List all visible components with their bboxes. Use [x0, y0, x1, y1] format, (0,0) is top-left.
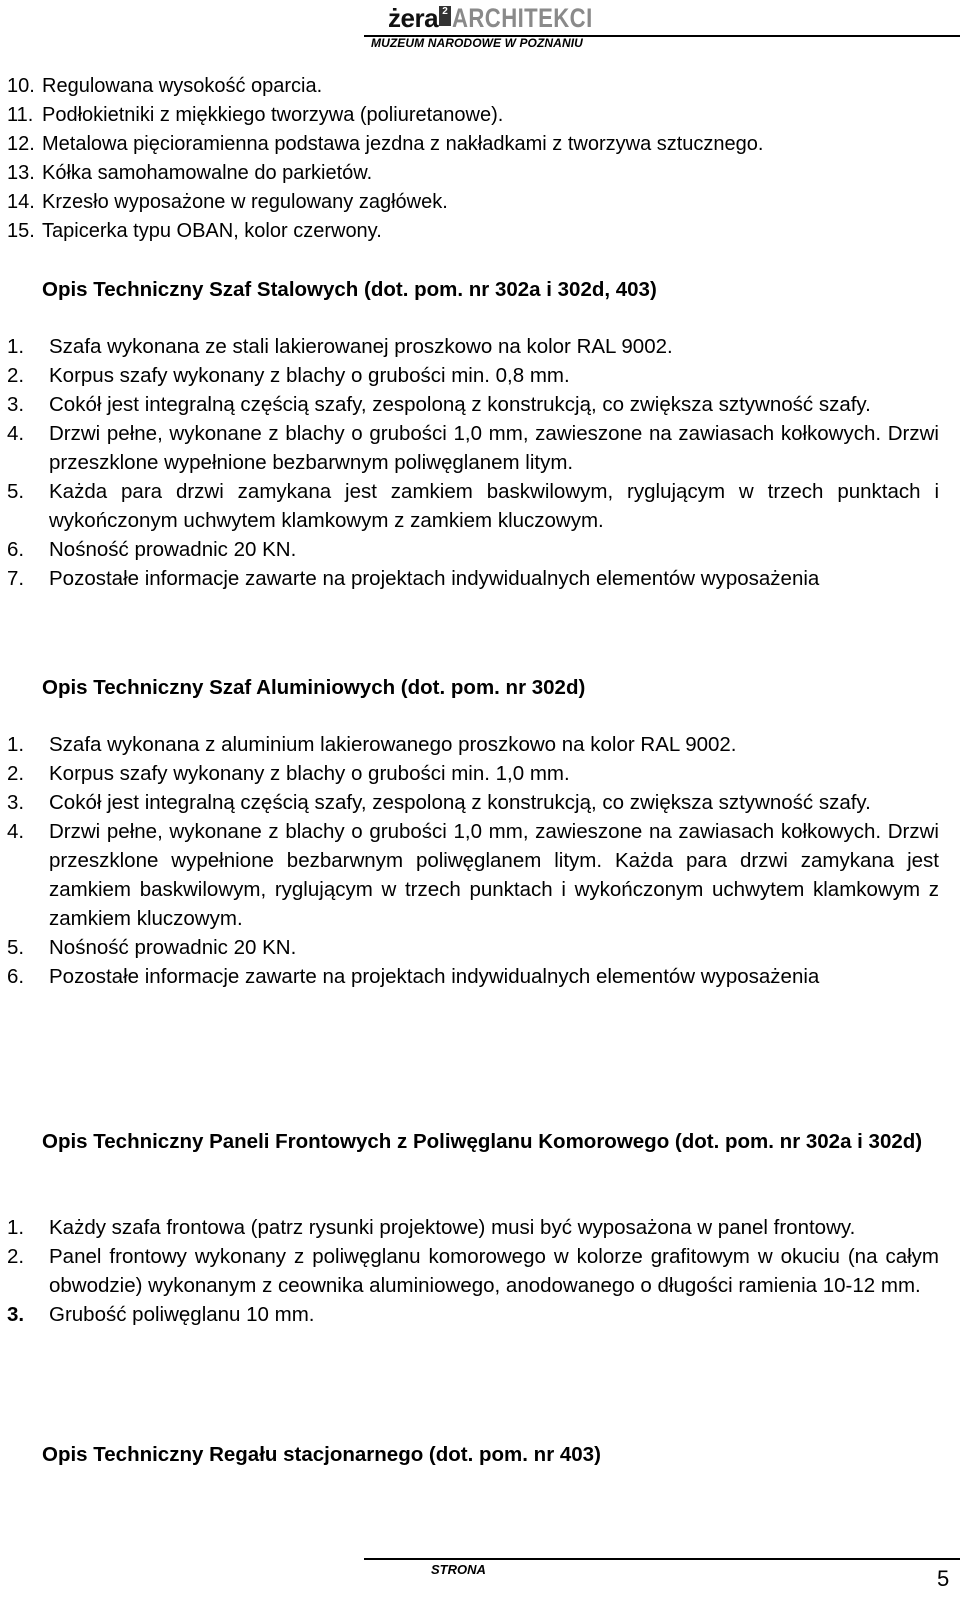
continued-list — [7, 72, 937, 246]
list-item: 14. Krzesło wyposażone w regulowany zagłówek. — [7, 191, 448, 213]
list-item: 2. Korpus szafy wykonany z blachy o grubości min. 1,0 mm. — [7, 762, 570, 785]
list-item: 4. Drzwi pełne, wykonane z blachy o grubości 1,0 mm, zawieszone na zawiasach kołkowych. Drzwi przeszklone wypełnione bezbarwnym poliwęglanem litym. — [7, 422, 939, 474]
section-heading-front-panels: Opis Techniczny Paneli Frontowych z Poliwęglanu Komorowego (dot. pom. nr 302a i 302d) — [42, 1130, 923, 1153]
list-item: 13. Kółka samohamowalne do parkietów. — [7, 162, 373, 184]
list-item: 7. Pozostałe informacje zawarte na projektach indywidualnych elementów wyposażenia — [7, 567, 820, 590]
list-item: 1. Szafa wykonana z aluminium lakierowanego proszkowo na kolor RAL 9002. — [7, 733, 737, 756]
page-header — [0, 0, 960, 56]
footer-rule — [364, 1558, 960, 1560]
list-item: 10. Regulowana wysokość oparcia. — [7, 75, 323, 97]
list-item: 12. Metalowa pięcioramienna podstawa jezdna z nakładkami z tworzywa sztucznego. — [7, 133, 764, 155]
section-heading-stationary-shelf: Opis Techniczny Regału stacjonarnego (dot. pom. nr 403) — [42, 1443, 601, 1466]
list-item: 15. Tapicerka typu OBAN, kolor czerwony. — [7, 220, 382, 242]
list-item: 1. Szafa wykonana ze stali lakierowanej proszkowo na kolor RAL 9002. — [7, 335, 673, 358]
list-item: 6. Nośność prowadnic 20 KN. — [7, 538, 297, 561]
list-item: 6. Pozostałe informacje zawarte na projektach indywidualnych elementów wyposażenia — [7, 965, 820, 988]
steel-cabinets-list — [7, 332, 939, 593]
list-item: 2. Korpus szafy wykonany z blachy o grubości min. 0,8 mm. — [7, 364, 570, 387]
section-heading-aluminium-cabinets: Opis Techniczny Szaf Aluminiowych (dot. pom. nr 302d) — [42, 676, 586, 699]
list-item: 2. Panel frontowy wykonany z poliwęglanu komorowego w kolorze grafitowym w okuciu (na całym obwodzie) wykonanym z ceownika aluminiowego, anodowanego o długości ramienia 10-12 mm. — [7, 1245, 939, 1297]
list-item: 3. Cokół jest integralną częścią szafy, zespoloną z konstrukcją, co zwiększa sztywność szafy. — [7, 393, 871, 416]
list-item: 3. Grubość poliwęglanu 10 mm. — [7, 1303, 315, 1326]
list-item: 5. Nośność prowadnic 20 KN. — [7, 936, 297, 959]
logo-main-text: żera — [388, 3, 439, 33]
header-subtitle: MUZEUM NARODOWE W POZNANIU — [371, 36, 583, 50]
list-item: 3. Cokół jest integralną częścią szafy, zespoloną z konstrukcją, co zwiększa sztywność szafy. — [7, 791, 871, 814]
logo-secondary-text: ARCHITEKCI — [452, 3, 593, 33]
list-item: 5. Każda para drzwi zamykana jest zamkiem baskwilowym, ryglującym w trzech punktach i wykończonym uchwytem klamkowym z zamkiem kluczowym. — [7, 480, 939, 532]
list-item: 1. Każdy szafa frontowa (patrz rysunki projektowe) musi być wyposażona w panel frontowy. — [7, 1216, 856, 1239]
front-panels-list — [7, 1213, 939, 1329]
logo — [388, 2, 624, 32]
list-item: 11. Podłokietniki z miękkiego tworzywa (poliuretanowe). — [7, 104, 504, 126]
list-item: 4. Drzwi pełne, wykonane z blachy o grubości 1,0 mm, zawieszone na zawiasach kołkowych. Drzwi przeszklone wypełnione bezbarwnym poliwęglanem litym. Każda para drzwi zamykana jest zamkiem baskwilowym, ryglującym w trzech punktach i wykończonym uchwytem klamkowym z zamkiem kluczowym. — [7, 820, 939, 930]
logo-superscript: 2 — [439, 6, 451, 26]
footer-label: STRONA — [431, 1562, 486, 1577]
aluminium-cabinets-list — [7, 730, 939, 991]
page-number: 5 — [937, 1566, 950, 1591]
section-heading-steel-cabinets: Opis Techniczny Szaf Stalowych (dot. pom. nr 302a i 302d, 403) — [42, 278, 657, 301]
